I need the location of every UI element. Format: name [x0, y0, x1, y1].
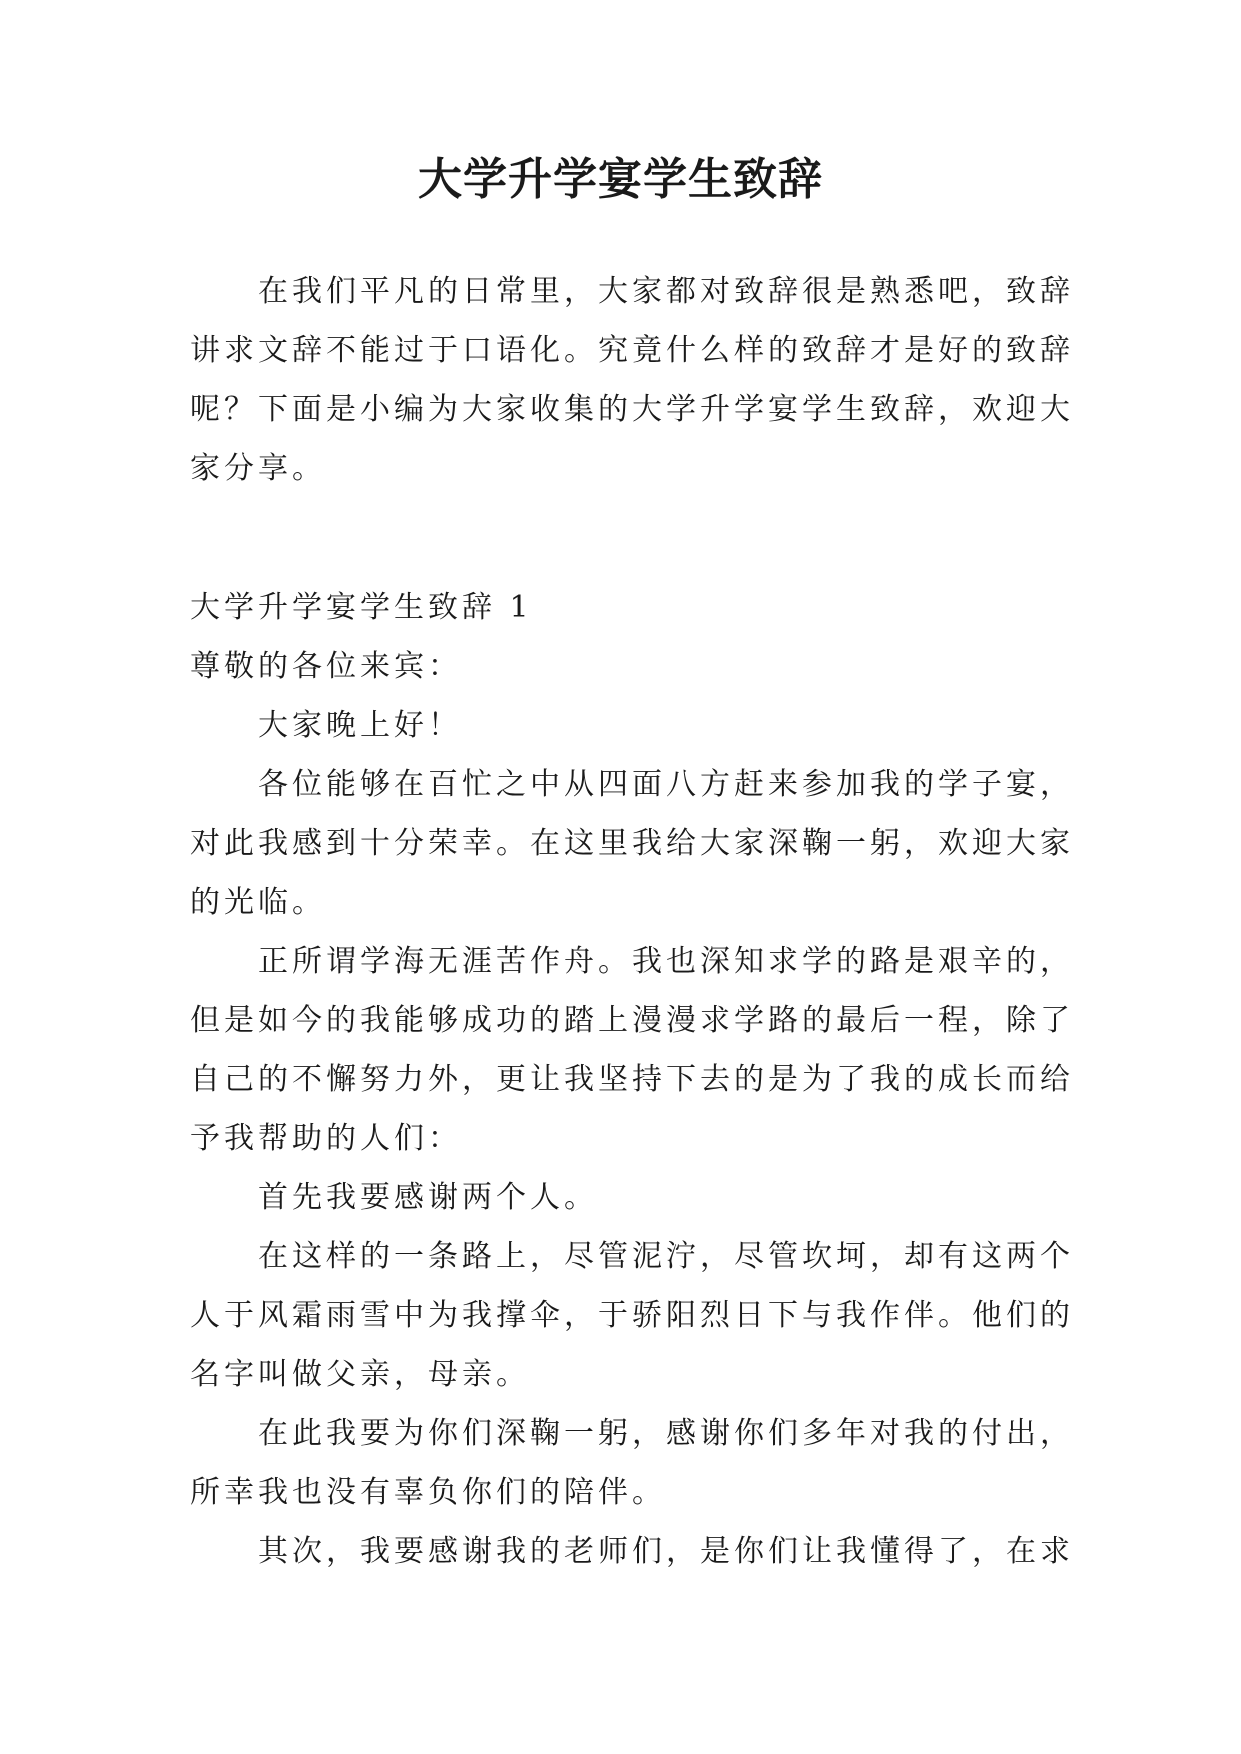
- paragraph-4: [190, 1227, 1074, 1404]
- salutation: 尊敬的各位来宾：: [190, 649, 462, 684]
- text-line: 首先我要感谢两个人。: [258, 1180, 598, 1215]
- text-line: 家分享。: [190, 451, 326, 486]
- text-line: 呢？下面是小编为大家收集的大学升学宴学生致辞，欢迎大: [190, 392, 1074, 427]
- document-title: 大学升学宴学生致辞: [418, 154, 823, 205]
- paragraph-5: [190, 1404, 1074, 1522]
- text-line: 予我帮助的人们：: [190, 1121, 462, 1156]
- text-line: 所幸我也没有辜负你们的陪伴。: [190, 1475, 666, 1510]
- paragraph-1: [190, 755, 1074, 932]
- text-line: 在此我要为你们深鞠一躬，感谢你们多年对我的付出，: [258, 1416, 1074, 1451]
- text-line: 其次，我要感谢我的老师们，是你们让我懂得了，在求: [258, 1534, 1074, 1569]
- paragraph-6: [190, 1522, 1074, 1581]
- section-heading: 大学升学宴学生致辞 1: [190, 590, 533, 625]
- text-line: 但是如今的我能够成功的踏上漫漫求学路的最后一程，除了: [190, 1003, 1074, 1038]
- text-line: 人于风霜雨雪中为我撑伞，于骄阳烈日下与我作伴。他们的: [190, 1298, 1074, 1333]
- text-line: 对此我感到十分荣幸。在这里我给大家深鞠一躬，欢迎大家: [190, 826, 1074, 861]
- text-line: 讲求文辞不能过于口语化。究竟什么样的致辞才是好的致辞: [190, 333, 1074, 368]
- text-line: 的光临。: [190, 885, 326, 920]
- greeting: 大家晚上好！: [258, 708, 462, 743]
- paragraph-3: [190, 1168, 1060, 1227]
- text-line: 名字叫做父亲，母亲。: [190, 1357, 530, 1392]
- paragraph-2: [190, 932, 1074, 1168]
- text-line: 在我们平凡的日常里，大家都对致辞很是熟悉吧，致辞: [258, 274, 1074, 309]
- text-line: 自己的不懈努力外，更让我坚持下去的是为了我的成长而给: [190, 1062, 1074, 1097]
- section-heading-block: [190, 578, 1060, 755]
- text-line: 正所谓学海无涯苦作舟。我也深知求学的路是艰辛的，: [258, 944, 1074, 979]
- intro-paragraph: [190, 262, 1074, 498]
- text-line: 在这样的一条路上，尽管泥泞，尽管坎坷，却有这两个: [258, 1239, 1074, 1274]
- text-line: 各位能够在百忙之中从四面八方赶来参加我的学子宴，: [258, 767, 1074, 802]
